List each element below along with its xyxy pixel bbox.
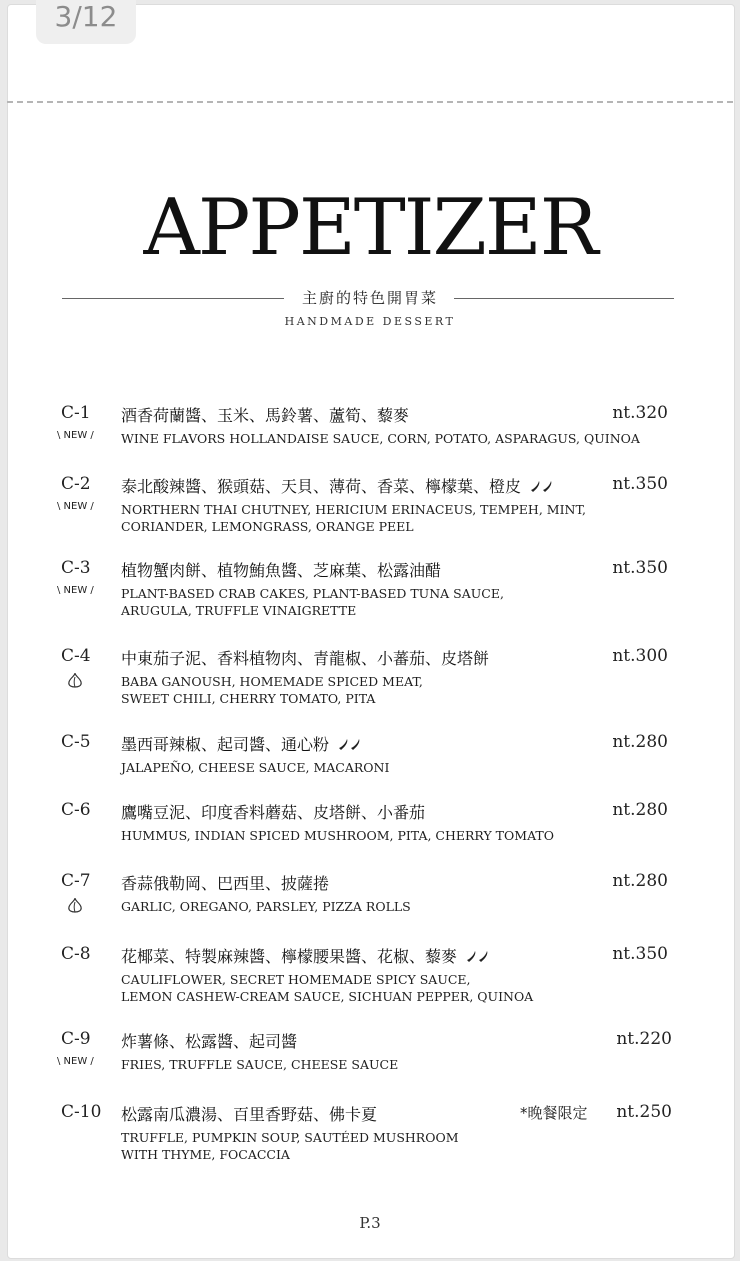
item-name-en-line: TRUFFLE, PUMPKIN SOUP, SAUTÉED MUSHROOM — [121, 1130, 459, 1145]
item-name-cn-text: 植物蟹肉餅、植物鮪魚醬、芝麻葉、松露油醋 — [121, 561, 442, 580]
subtitle-chinese: 主廚的特色開胃菜 — [301, 289, 438, 307]
item-code: C-8 — [61, 944, 91, 964]
item-name-en-line: NORTHERN THAI CHUTNEY, HERICIUM ERINACEUS, TEMPEH, MINT, — [121, 502, 586, 517]
subtitle-english: HANDMADE DESSERT — [284, 315, 456, 328]
item-price: nt.280 — [612, 732, 668, 752]
item-name-en — [121, 971, 533, 1005]
item-name-cn-text: 香蒜俄勒岡、巴西里、披薩捲 — [121, 874, 330, 893]
item-price: nt.350 — [612, 944, 668, 964]
item-name-en-line: WINE FLAVORS HOLLANDAISE SAUCE, CORN, POTATO, ASPARAGUS, QUINOA — [121, 431, 640, 446]
item-name-cn-text: 墨西哥辣椒、起司醬、通心粉 — [121, 735, 330, 754]
item-name-en — [121, 430, 640, 447]
item-name-en — [121, 1129, 459, 1163]
new-badge: \ NEW / — [57, 585, 94, 596]
item-code: C-1 — [61, 403, 91, 423]
item-name-en-line: CORIANDER, LEMONGRASS, ORANGE PEEL — [121, 519, 414, 534]
item-price: nt.250 — [616, 1102, 672, 1122]
item-name-cn-text: 中東茄子泥、香料植物肉、青龍椒、小蕃茄、皮塔餅 — [121, 649, 490, 668]
item-name-en-line: PLANT-BASED CRAB CAKES, PLANT-BASED TUNA SAUCE, — [121, 586, 504, 601]
item-price: nt.280 — [612, 871, 668, 891]
chili-pepper-icon — [465, 948, 491, 967]
page-counter: 3/12 — [36, 0, 136, 44]
item-name-en-line: ARUGULA, TRUFFLE VINAIGRETTE — [121, 603, 357, 618]
item-name-en-line: CAULIFLOWER, SECRET HOMEMADE SPICY SAUCE, — [121, 972, 471, 987]
item-price: nt.300 — [612, 646, 668, 666]
dinner-only-note: *晚餐限定 — [520, 1104, 588, 1122]
new-badge: \ NEW / — [57, 430, 94, 441]
new-badge: \ NEW / — [57, 1056, 94, 1067]
garlic-icon — [66, 671, 84, 689]
new-badge: \ NEW / — [57, 501, 94, 512]
item-name-cn — [121, 944, 491, 967]
garlic-icon — [66, 896, 84, 914]
item-name-en — [121, 585, 504, 619]
item-name-en — [121, 501, 586, 535]
item-name-cn — [121, 1102, 377, 1125]
item-code: C-9 — [61, 1029, 91, 1049]
chili-pepper-icon — [337, 736, 363, 755]
dashed-divider — [7, 101, 733, 103]
item-name-cn-text: 花椰菜、特製麻辣醬、檸檬腰果醬、花椒、藜麥 — [121, 947, 458, 966]
item-name-en — [121, 827, 554, 844]
item-name-cn — [121, 558, 441, 581]
item-name-cn — [121, 403, 409, 426]
item-name-cn — [121, 1029, 297, 1052]
item-name-en-line: HUMMUS, INDIAN SPICED MUSHROOM, PITA, CHERRY TOMATO — [121, 828, 554, 843]
item-name-en — [121, 1056, 398, 1073]
item-name-en — [121, 673, 423, 707]
item-name-cn — [121, 474, 555, 497]
item-name-cn — [121, 732, 363, 755]
page-number: P.3 — [359, 1214, 381, 1232]
item-name-cn — [121, 800, 425, 823]
item-code: C-5 — [61, 732, 91, 752]
item-price: nt.280 — [612, 800, 668, 820]
item-name-en-line: FRIES, TRUFFLE SAUCE, CHEESE SAUCE — [121, 1057, 399, 1072]
item-code: C-4 — [61, 646, 91, 666]
item-code: C-2 — [61, 474, 91, 494]
item-code: C-7 — [61, 871, 91, 891]
item-price: nt.350 — [612, 558, 668, 578]
item-name-cn-text: 炸薯條、松露醬、起司醬 — [121, 1032, 298, 1051]
item-name-cn-text: 酒香荷蘭醬、玉米、馬鈴薯、蘆筍、藜麥 — [121, 406, 410, 425]
item-price: nt.320 — [612, 403, 668, 423]
chili-pepper-icon — [529, 478, 555, 497]
item-name-en — [121, 759, 389, 776]
item-name-cn-text: 鷹嘴豆泥、印度香料蘑菇、皮塔餅、小番茄 — [121, 803, 426, 822]
item-name-en-line: JALAPEÑO, CHEESE SAUCE, MACARONI — [121, 760, 390, 775]
item-name-en — [121, 898, 411, 915]
item-name-cn — [121, 646, 489, 669]
item-code: C-6 — [61, 800, 91, 820]
item-price: nt.350 — [612, 474, 668, 494]
item-name-cn-text: 松露南瓜濃湯、百里香野菇、佛卡夏 — [121, 1105, 378, 1124]
page-title: APPETIZER — [143, 183, 597, 273]
item-name-cn — [121, 871, 329, 894]
item-name-en-line: SWEET CHILI, CHERRY TOMATO, PITA — [121, 691, 376, 706]
item-code: C-3 — [61, 558, 91, 578]
item-name-en-line: WITH THYME, FOCACCIA — [121, 1147, 290, 1162]
item-name-en-line: LEMON CASHEW-CREAM SAUCE, SICHUAN PEPPER, QUINOA — [121, 989, 534, 1004]
item-name-cn-text: 泰北酸辣醬、猴頭菇、天貝、薄荷、香菜、檸檬葉、橙皮 — [121, 477, 522, 496]
item-code: C-10 — [61, 1102, 102, 1122]
item-price: nt.220 — [616, 1029, 672, 1049]
item-name-en-line: GARLIC, OREGANO, PARSLEY, PIZZA ROLLS — [121, 899, 411, 914]
item-name-en-line: BABA GANOUSH, HOMEMADE SPICED MEAT, — [121, 674, 423, 689]
